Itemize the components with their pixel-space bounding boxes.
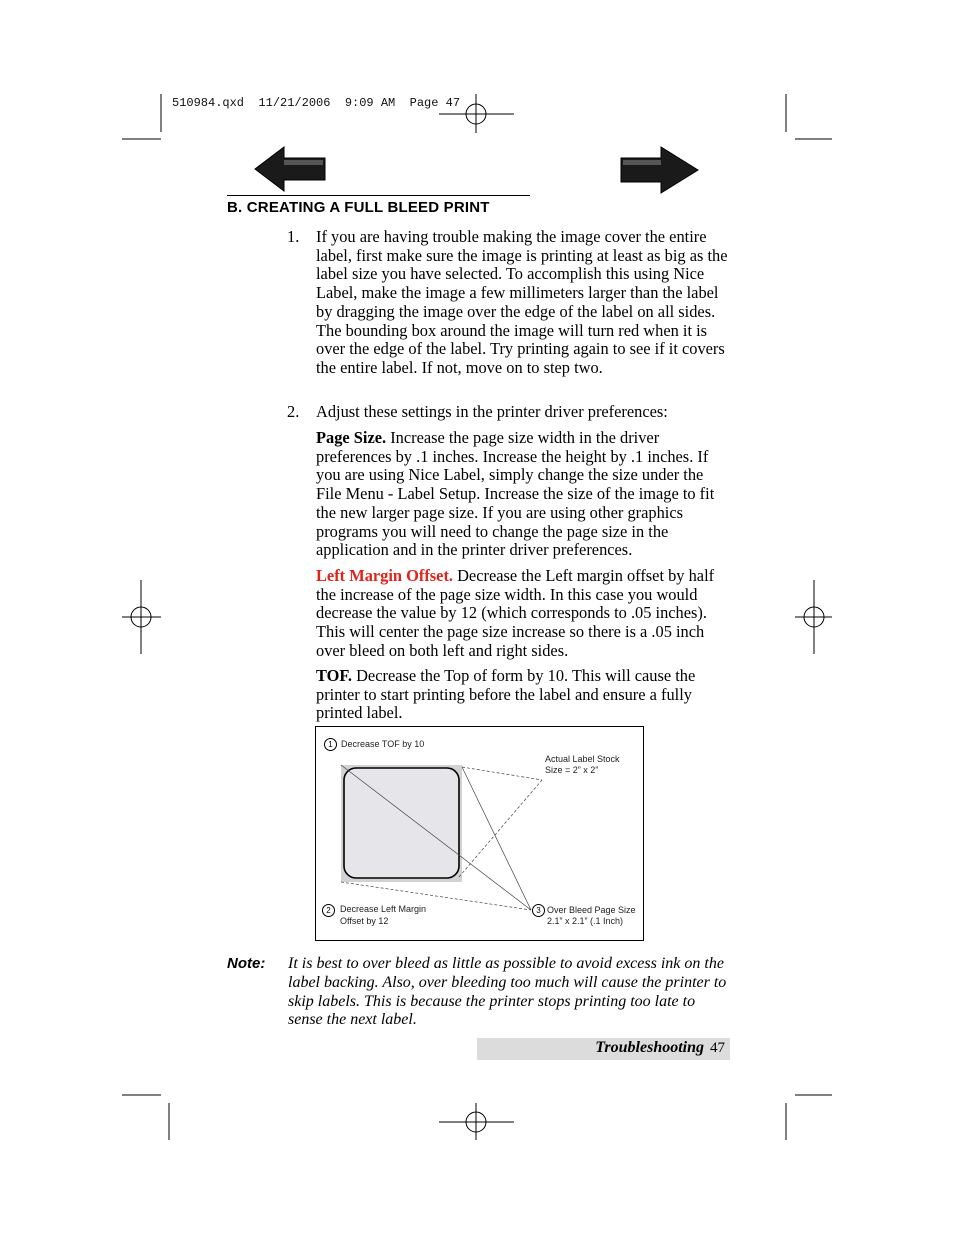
label-stock-line1: Actual Label Stock: [545, 754, 620, 764]
registration-mark-left: [122, 580, 161, 654]
tof-paragraph: [316, 667, 730, 723]
step-number: 1.: [287, 227, 300, 246]
step-number: 2.: [287, 402, 300, 421]
page-number: 47: [710, 1040, 725, 1056]
step-text: If you are having trouble making the image cover the entire label, first make sure the image is printing at least as big as the label size you have selected. To accomplish this using Nice Label, make the image a few millimeters larger than the label by dragging the image over the edge of the label on all sides. The bounding box around the image will turn red when it is over the edge of the label. Try printing again to see if it covers the entire label. If not, move on to step two.: [316, 227, 728, 377]
callout-3-line2: 2.1” x 2.1” (.1 Inch): [547, 916, 624, 926]
right-arrow-icon[interactable]: [620, 146, 700, 194]
label-stock-line2: Size = 2” x 2”: [545, 765, 599, 775]
section-rule: [227, 195, 530, 196]
step-text: Adjust these settings in the printer driver preferences:: [316, 402, 668, 421]
note-text: It is best to over bleed as little as possible to avoid excess ink on the label backing. Also, over bleeding too much will cause the printer to skip labels. This is because the printer stops printing too late to sense the next label.: [288, 955, 727, 1029]
bleed-diagram: [315, 726, 644, 941]
callout-number-3: 3: [532, 904, 545, 917]
section-heading: B. CREATING A FULL BLEED PRINT: [227, 199, 490, 216]
left-margin-paragraph: [316, 567, 730, 661]
callout-number-2: 2: [322, 904, 335, 917]
footer-section-title: Troubleshooting: [595, 1039, 704, 1056]
callout-3-line1: Over Bleed Page Size: [547, 905, 636, 915]
left-margin-lead: Left Margin Offset.: [316, 566, 453, 585]
callout-2-line1: Decrease Left Margin: [340, 904, 427, 914]
label-stock-shape: [344, 768, 459, 878]
left-margin-text: Decrease the Left margin offset by half the increase of the page size width. In this case you would decrease the value by 12 (which corresponds to .05 inches). This will center the page size increase so there is a .05 inch over bleed on both left and right sides.: [316, 566, 715, 660]
file-slug-line: 510984.qxd 11/21/2006 9:09 AM Page 47: [172, 96, 461, 110]
left-arrow-icon[interactable]: [254, 146, 328, 192]
page-size-lead: Page Size.: [316, 428, 387, 447]
page-size-paragraph: [316, 429, 730, 560]
tof-text: Decrease the Top of form by 10. This will cause the printer to start printing before the label and ensure a fully printed label.: [316, 666, 696, 723]
page-size-text: Increase the page size width in the driver preferences by .1 inches. Increase the height by .1 inches. If you are using Nice Label, simply change the size under the File Menu - Label Setup. Increase the size of the image to fit the new larger page size. If you are using other graphics programs you will need to change the page size in the application and in the printer driver preferences.: [316, 428, 715, 560]
callout-2-line2: Offset by 12: [340, 916, 389, 926]
note-label: Note:: [227, 955, 266, 972]
tof-lead: TOF.: [316, 666, 352, 685]
registration-mark-bottom: [439, 1103, 514, 1140]
registration-mark-right: [795, 580, 832, 654]
callout-1-label: Decrease TOF by 10: [341, 739, 425, 749]
page-footer: [477, 1038, 730, 1060]
callout-number-1: 1: [324, 738, 337, 751]
